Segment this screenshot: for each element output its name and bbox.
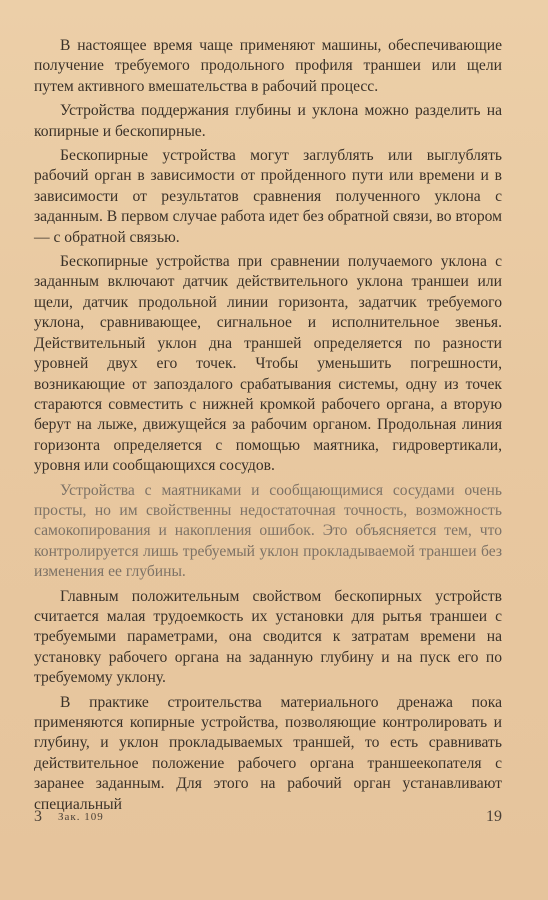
signature-number: 3 (34, 808, 42, 825)
page-number: 19 (486, 808, 502, 825)
paragraph-7: В практике строительства материального дренажа пока применяются копирные устройства, позволяющие контролировать и глубину, и уклон прокладываемых траншей, то есть сравнивать действительное положение рабочего органа траншеекопателя с заранее заданным. Для этого на рабочий орган устанавливают специальный (34, 693, 502, 813)
paragraph-1: В настоящее время чаще применяют машины, обеспечивающие получение требуемого продольного профиля траншеи или щели путем активного вмешательства в рабочий процесс. (34, 37, 502, 95)
page-footer (34, 808, 502, 830)
paragraph-6: Главным положительным свойством бескопирных устройств считается малая трудоемкость их установки для рытья траншеи с требуемыми параметрами, она сводится к затратам времени на установку рабочего органа на заданную глубину и на пуск его по требуемому уклону. (34, 587, 502, 687)
paragraph-5: Устройства с маятниками и сообщающимися сосудами очень просты, но им свойственны недостаточная точность, возможность самокопирования и накопления ошибок. Это объясняется тем, что контролируется лишь требуемый уклон прокладываемой траншеи без изменения ее глубины. (34, 481, 502, 581)
paragraph-3: Бескопирные устройства могут заглублять или выглублять рабочий орган в зависимости от пройденного пути или времени и в зависимости от результатов сравнения полученного уклона с заданным. В первом случае работа идет без обратной связи, во втором — с обратной связью. (34, 147, 502, 246)
paragraph-4: Бескопирные устройства при сравнении получаемого уклона с заданным включают датчик действительного уклона траншеи или щели, датчик продольной линии горизонта, задатчик требуемого уклона, сравнивающее, сигнальное и исполнительное звенья. Действительный уклон дна траншей определяется по разности уровней двух его точек. Чтобы уменьшить погрешности, возникающие от запоздалого срабатывания системы, одну из точек стараются совместить с нижней кромкой рабочего органа, а вторую берут на лыже, движущейся за рабочим органом. Продольная линия горизонта определяется с помощью маятника, гидровертикали, уровня или сообщающихся сосудов. (34, 253, 502, 475)
print-order-mark: Зак. 109 (58, 811, 104, 823)
paragraph-2: Устройства поддержания глубины и уклона можно разделить на копирные и бескопирные. (34, 102, 502, 140)
body-text (34, 36, 502, 819)
